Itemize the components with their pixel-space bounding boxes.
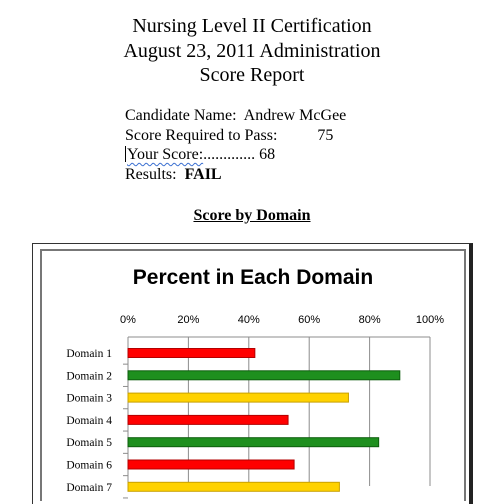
results-value: FAIL <box>184 165 222 183</box>
category-label: Domain 4 <box>66 414 112 427</box>
bar-domain-7 <box>128 482 339 491</box>
category-label: Domain 5 <box>66 437 112 450</box>
administration-date: August 23, 2011 Administration <box>123 39 381 62</box>
bar-domain-4 <box>128 415 288 424</box>
bar-domain-1 <box>128 349 255 358</box>
your-score-value: 68 <box>259 146 276 163</box>
category-label: Domain 1 <box>66 348 112 360</box>
candidate-name-label: Candidate Name: <box>125 107 237 124</box>
score-by-domain-heading: Score by Domain <box>193 207 311 224</box>
x-tick-label: 20% <box>177 314 200 326</box>
chart-title: Percent in Each Domain <box>132 266 374 289</box>
x-tick-label: 40% <box>237 314 260 326</box>
report-title: Nursing Level II Certification <box>132 15 372 37</box>
category-label: Domain 6 <box>66 459 112 472</box>
score-dots: ............. <box>203 146 256 163</box>
required-score-label: Score Required to Pass: <box>125 126 278 144</box>
required-score-value: 75 <box>317 126 334 144</box>
category-label: Domain 2 <box>66 370 112 383</box>
bar-domain-6 <box>128 460 294 469</box>
results-label: Results: <box>125 165 177 183</box>
category-label: Domain 7 <box>66 481 112 494</box>
bar-domain-3 <box>128 393 348 402</box>
category-label: Domain 3 <box>66 392 112 405</box>
x-tick-label: 0% <box>120 314 136 326</box>
x-tick-label: 80% <box>358 314 381 326</box>
report-subtitle: Score Report <box>199 64 305 86</box>
x-tick-label: 60% <box>298 314 321 326</box>
x-tick-label: 100% <box>415 314 445 326</box>
your-score-label: Your Score: <box>127 146 204 163</box>
bar-domain-2 <box>128 371 400 380</box>
bar-domain-5 <box>128 438 379 447</box>
candidate-name-value: Andrew McGee <box>243 107 347 124</box>
